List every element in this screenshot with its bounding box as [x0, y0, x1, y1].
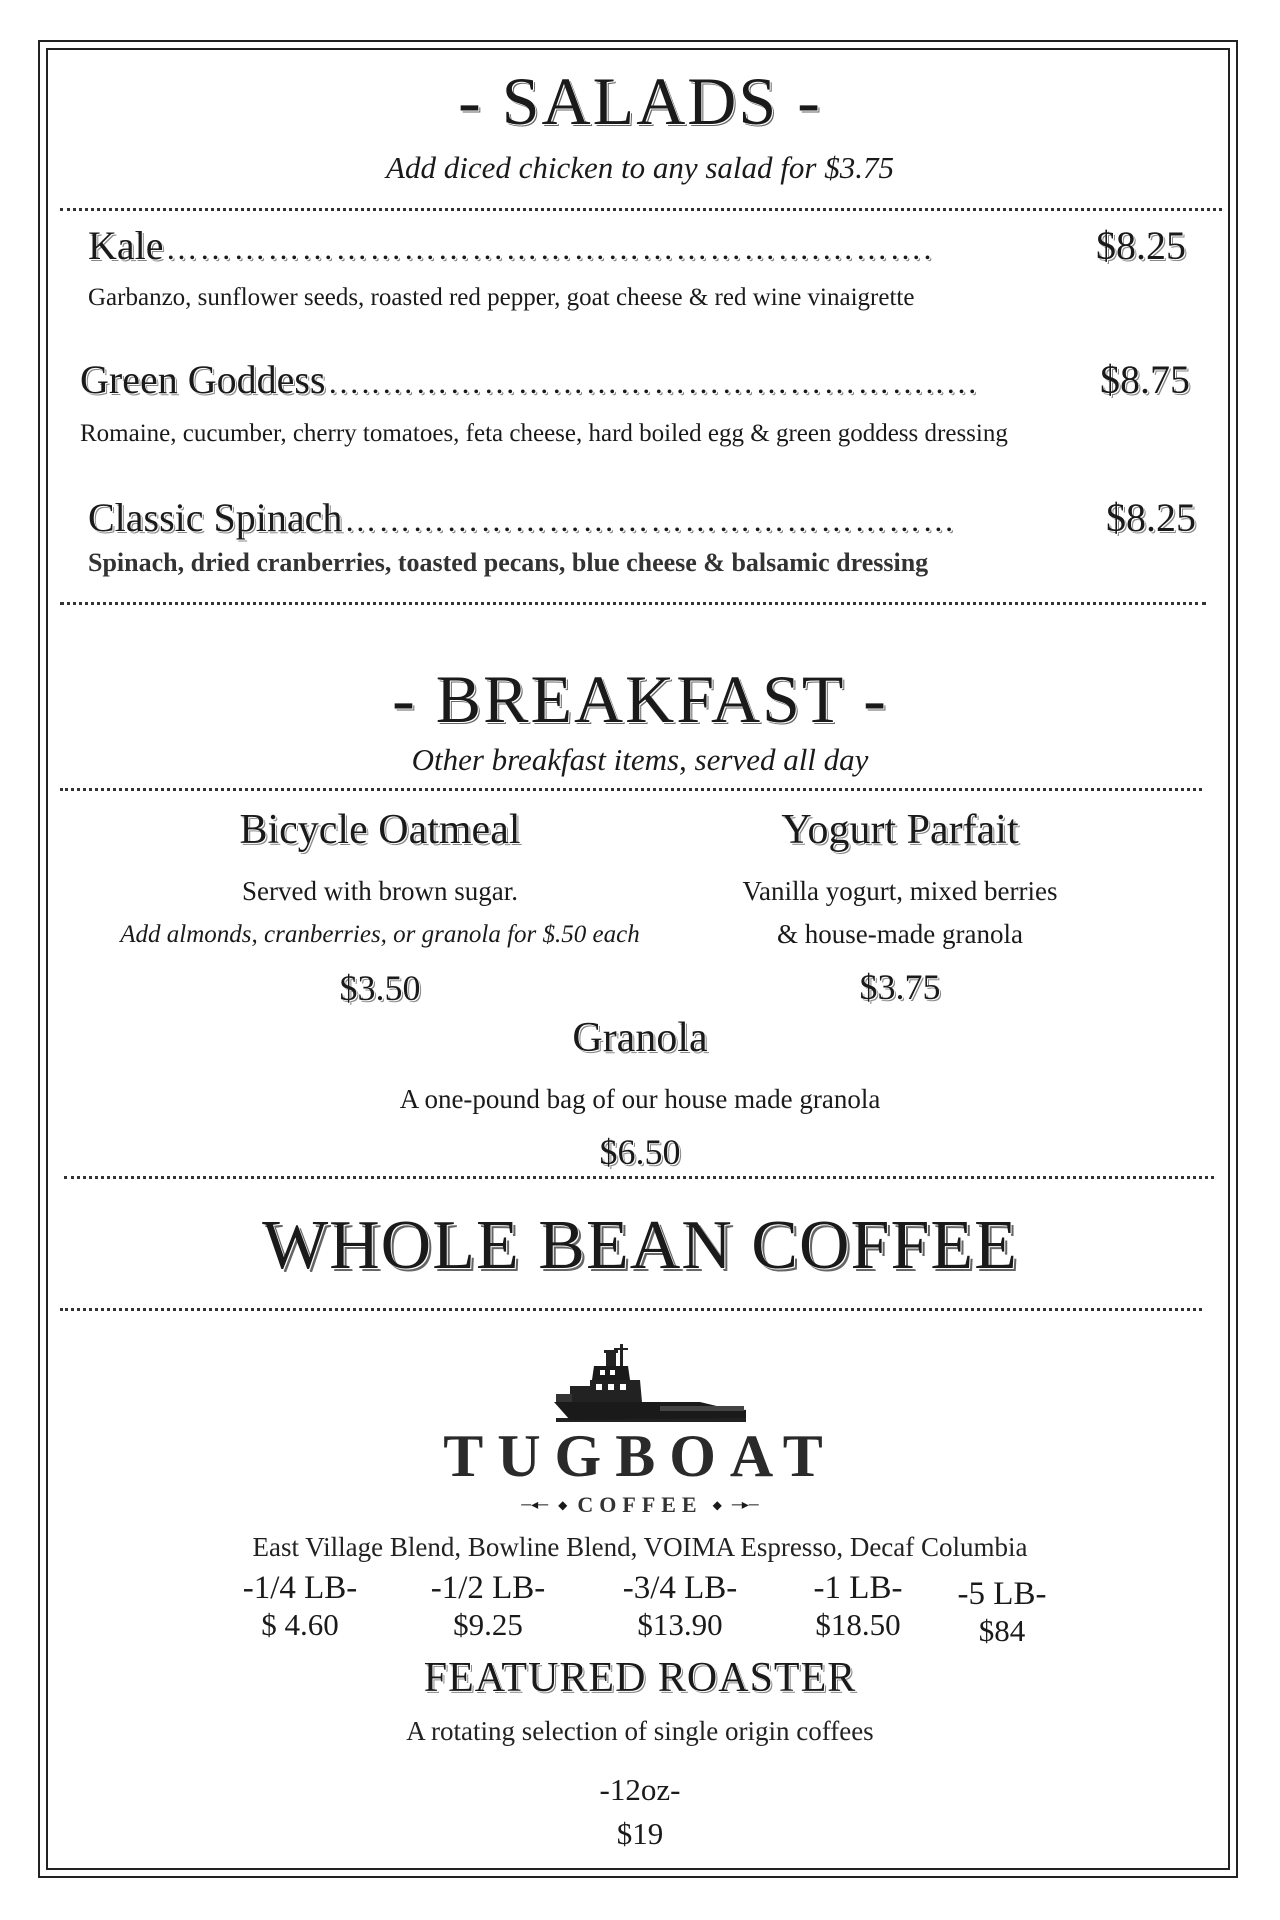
- menu-item-classic-spinach: [88, 494, 1196, 541]
- item-name: Classic Spinach: [88, 495, 343, 540]
- size-price: $84: [978, 1613, 1026, 1648]
- size-label: -1 LB-: [813, 1570, 903, 1606]
- divider: [60, 208, 1222, 211]
- salads-note: Add diced chicken to any salad for $3.75: [386, 150, 894, 185]
- dot-leader: ………………………………………………….……….: [165, 230, 934, 266]
- size-price: $9.25: [453, 1607, 523, 1642]
- tugboat-wordmark: TUGBOAT: [443, 1423, 837, 1489]
- size-price: $18.50: [815, 1607, 901, 1642]
- size-option: [210, 1570, 390, 1643]
- size-label: -1/2 LB-: [430, 1570, 546, 1606]
- item-description: A one-pound bag of our house made granola: [399, 1084, 881, 1114]
- item-price: $8.75: [1100, 357, 1190, 402]
- coffee-title: WHOLE BEAN COFFEE: [262, 1207, 1018, 1284]
- size-label: -3/4 LB-: [622, 1570, 738, 1606]
- diamond-icon: ◆: [712, 1497, 722, 1512]
- size-option: [398, 1570, 578, 1643]
- item-name: Granola: [572, 1015, 708, 1061]
- size-label: -5 LB-: [957, 1576, 1047, 1612]
- item-description: Vanilla yogurt, mixed berries: [742, 876, 1058, 906]
- breakfast-title: - BREAKFAST -: [392, 661, 888, 737]
- menu-item-bicycle-oatmeal: [70, 806, 690, 1009]
- menu-item-kale: [88, 222, 1186, 269]
- menu-item-green-goddess: [80, 356, 1190, 403]
- arrow-left-icon: ─◂─: [521, 1497, 549, 1513]
- salads-title: - SALADS -: [458, 63, 822, 139]
- featured-roaster-description: A rotating selection of single origin coffees: [406, 1716, 874, 1746]
- item-name: Kale: [88, 223, 164, 268]
- arrow-right-icon: ─▸─: [731, 1497, 759, 1513]
- featured-price: $19: [616, 1816, 664, 1851]
- tugboat-icon: [550, 1340, 750, 1428]
- size-option: [590, 1570, 770, 1643]
- featured-roaster-title: FEATURED ROASTER: [423, 1655, 857, 1701]
- item-addon-note: Add almonds, cranberries, or granola for $.50 each: [120, 921, 640, 948]
- tugboat-sub-logo: [480, 1492, 800, 1518]
- size-option: [912, 1576, 1092, 1649]
- item-description: Garbanzo, sunflower seeds, roasted red pepper, goat cheese & red wine vinaigrette: [88, 284, 915, 311]
- menu-item-yogurt-parfait: [690, 806, 1110, 1008]
- size-price: $ 4.60: [261, 1607, 339, 1642]
- divider: [64, 1176, 1214, 1179]
- item-description: & house-made granola: [777, 919, 1023, 949]
- dot-leader: …..…………………………………………..…: [327, 364, 980, 400]
- menu-item-granola: [60, 1014, 1220, 1173]
- item-name: Green Goddess: [80, 357, 326, 402]
- item-price: $3.75: [859, 967, 941, 1007]
- item-price: $6.50: [599, 1132, 681, 1172]
- tugboat-sub-wordmark: COFFEE: [577, 1492, 703, 1517]
- item-description: Served with brown sugar.: [242, 876, 518, 906]
- item-price: $8.25: [1106, 495, 1196, 540]
- divider: [60, 1308, 1202, 1311]
- divider: [60, 788, 1202, 791]
- breakfast-note: Other breakfast items, served all day: [411, 742, 869, 777]
- size-label: -1/4 LB-: [242, 1570, 358, 1606]
- featured-size: -12oz-: [599, 1772, 681, 1807]
- size-price: $13.90: [637, 1607, 723, 1642]
- coffee-blends: East Village Blend, Bowline Blend, VOIMA Espresso, Decaf Columbia: [252, 1532, 1028, 1562]
- item-price: $3.50: [339, 968, 421, 1008]
- item-name: Bicycle Oatmeal: [239, 807, 521, 853]
- diamond-icon: ◆: [558, 1497, 568, 1512]
- item-description: Romaine, cucumber, cherry tomatoes, feta cheese, hard boiled egg & green goddess dressing: [80, 420, 1008, 447]
- item-price: $8.25: [1096, 223, 1186, 268]
- item-name: Yogurt Parfait: [781, 807, 1019, 853]
- item-description: Spinach, dried cranberries, toasted pecans, blue cheese & balsamic dressing: [88, 548, 929, 577]
- divider: [60, 602, 1206, 605]
- dot-leader: ………………………………………………: [344, 502, 957, 538]
